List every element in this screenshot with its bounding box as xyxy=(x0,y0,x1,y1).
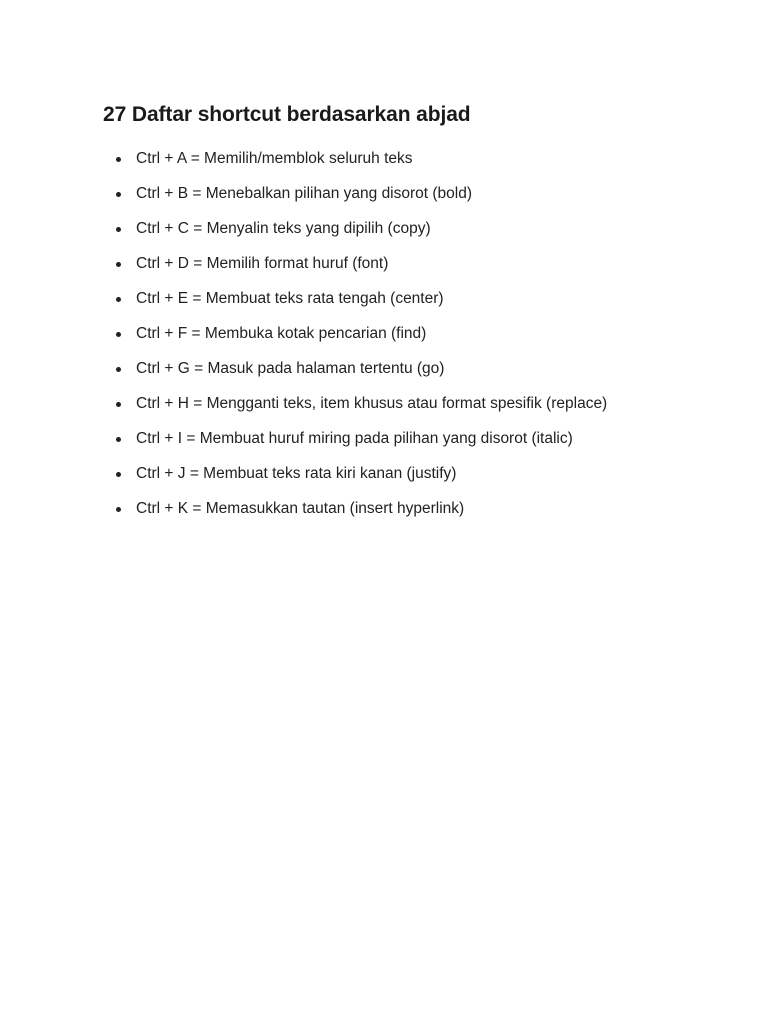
list-item xyxy=(116,358,716,393)
list-item xyxy=(116,498,716,533)
bullet-icon xyxy=(116,507,121,512)
shortcut-text: Ctrl + J = Membuat teks rata kiri kanan (justify) xyxy=(136,465,457,482)
bullet-icon xyxy=(116,367,121,372)
shortcut-text: Ctrl + F = Membuka kotak pencarian (find) xyxy=(136,325,427,342)
list-item xyxy=(116,393,716,428)
list-item xyxy=(116,463,716,498)
list-item xyxy=(116,183,716,218)
list-item xyxy=(116,253,716,288)
shortcut-text: Ctrl + D = Memilih format huruf (font) xyxy=(136,255,389,272)
bullet-icon xyxy=(116,402,121,407)
shortcut-text: Ctrl + E = Membuat teks rata tengah (center) xyxy=(136,290,444,307)
bullet-icon xyxy=(116,472,121,477)
shortcut-text: Ctrl + C = Menyalin teks yang dipilih (copy) xyxy=(136,220,431,237)
shortcut-text: Ctrl + H = Mengganti teks, item khusus atau format spesifik (replace) xyxy=(136,395,608,412)
bullet-icon xyxy=(116,192,121,197)
list-item xyxy=(116,288,716,323)
bullet-icon xyxy=(116,332,121,337)
bullet-icon xyxy=(116,437,121,442)
bullet-icon xyxy=(116,157,121,162)
list-item xyxy=(116,148,716,183)
bullet-icon xyxy=(116,297,121,302)
list-item xyxy=(116,428,716,463)
shortcut-text: Ctrl + K = Memasukkan tautan (insert hyperlink) xyxy=(136,500,465,517)
list-item xyxy=(116,323,716,358)
shortcut-text: Ctrl + I = Membuat huruf miring pada pilihan yang disorot (italic) xyxy=(136,430,573,447)
shortcut-text: Ctrl + A = Memilih/memblok seluruh teks xyxy=(136,150,413,167)
bullet-icon xyxy=(116,227,121,232)
shortcut-text: Ctrl + B = Menebalkan pilihan yang disorot (bold) xyxy=(136,185,473,202)
shortcut-text: Ctrl + G = Masuk pada halaman tertentu (go) xyxy=(136,360,445,377)
page-title: 27 Daftar shortcut berdasarkan abjad xyxy=(103,103,471,126)
list-item xyxy=(116,218,716,253)
bullet-icon xyxy=(116,262,121,267)
shortcut-list xyxy=(116,148,716,533)
